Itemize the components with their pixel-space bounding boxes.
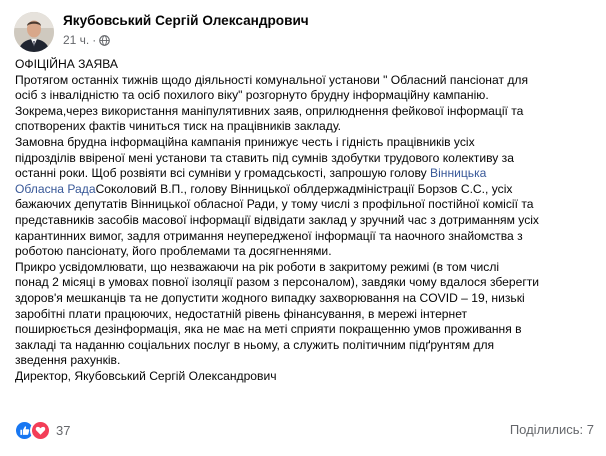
post-meta: [63, 33, 110, 47]
text-line: Прикро усвідомлювати, що незважаючи на рік роботи в закритому режимі (в том числі: [15, 259, 500, 274]
text-line: бажаючих депутатів Вінницької обласної Ради, у тому числі з профільної постійної комісії та: [15, 197, 534, 212]
post-heading: ОФІЦІЙНА ЗАЯВА: [15, 57, 118, 71]
text-segment: останні роки. Щоб розвіяти всі сумніви у громадськості, запрошую голову: [15, 166, 431, 181]
avatar-portrait-icon: [14, 12, 54, 52]
text-line: зведення рахунків.: [15, 353, 121, 368]
mention-link-part2[interactable]: Обласна Рада: [15, 181, 96, 196]
meta-separator: ·: [92, 33, 97, 47]
post-text: [15, 57, 593, 384]
reactions-summary[interactable]: [14, 419, 70, 441]
text-line: карантинних вимог, задля отримання неупередженої інформації та наочного знайомства з: [15, 228, 523, 243]
text-line: Зокрема,через використання маніпулятивних заяв, оприлюднення фейкової інформації та: [15, 103, 524, 118]
text-line: здоров'я мешканців та не допустити жодного випадку захворювання на COVID – 19, низькі: [15, 290, 525, 305]
text-line: заробітні плати працюючих, недостатній рівень фінансування, в мережі інтернет: [15, 306, 468, 321]
text-line: Замовна брудна інформаційна кампанія принижує честь і гідність працівників усіх: [15, 134, 475, 149]
text-line: роботою пансіонату, його проблемами та досягненнями.: [15, 244, 332, 259]
text-line: поширюється дезінформація, яка не має на меті сприяти покращенню умов проживання в: [15, 322, 522, 337]
text-segment: Соколовий В.П., голову Вінницької облдержадміністрації Борзов С.С., усіх: [95, 181, 513, 196]
post-timestamp[interactable]: 21 ч.: [63, 33, 90, 47]
text-line: [15, 182, 593, 198]
text-line: підрозділів ввіреної мені установи та ставить під сумнів здобутки трудового колективу за: [15, 150, 514, 165]
text-line: осіб з інвалідністю та осіб похилого віку" розгорнуто брудну інформаційну кампанію.: [15, 88, 489, 103]
reaction-count: 37: [56, 422, 71, 438]
love-icon: [30, 420, 51, 441]
signature-line: Директор, Якубовський Сергій Олександрович: [15, 368, 277, 383]
text-line: Протягом останніх тижнів щодо діяльності комунальної установи " Обласний пансіонат для: [15, 72, 529, 87]
text-line: закладі та наданню соціальних послуг в ньому, а служить політичним підґрунтям для: [15, 337, 495, 352]
text-line: представників засобів масової інформації відвідати заклад у зручний час з дотриманням усіх: [15, 212, 539, 227]
text-line: спотворених фактів чиниться тиск на працівників закладу.: [15, 119, 342, 134]
text-line: [15, 166, 593, 182]
shares-count[interactable]: Поділились: 7: [509, 422, 594, 437]
text-line: понад 2 місяці в умовах повної ізоляції разом з персоналом), завдяки чому вдалося зберегти: [15, 275, 540, 290]
author-avatar[interactable]: [14, 12, 54, 52]
mention-link-part1[interactable]: Вінницька: [430, 166, 487, 181]
globe-icon: [99, 35, 110, 46]
author-name[interactable]: Якубовський Сергій Олександрович: [63, 13, 309, 28]
